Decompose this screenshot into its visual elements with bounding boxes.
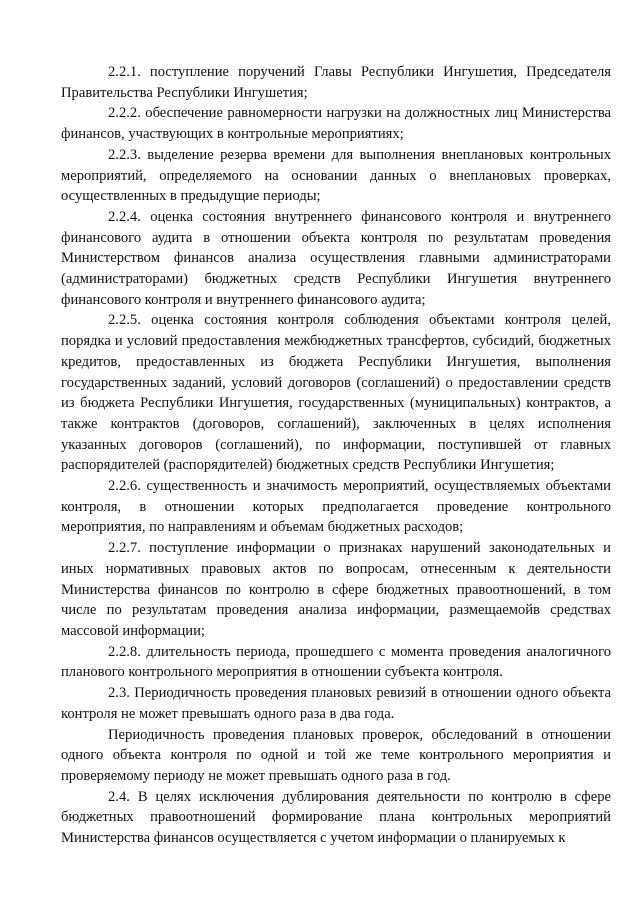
paragraph-2-2-5: 2.2.5. оценка состояния контроля соблюдения объектами контроля целей, порядка и условий предоставления межбюджетных трансфертов, субсидий, бюджетных кредитов, предоставленных из бюджета Республики Ингушетия, выполнения государственных заданий, условий договоров (соглашений) о предоставлении средств из бюджета Республики Ингушетия, государственных (муниципальных) контрактов, а также контрактов (договоров, соглашений), заключенных в целях исполнения указанных договоров (соглашений), по информации, поступившей от главных распорядителей (распорядителей) бюджетных средств Республики Ингушетия; — [61, 312, 611, 474]
paragraph-2-2-3: 2.2.3. выделение резерва времени для выполнения внеплановых контрольных мероприятий, определяемого на основании данных о внеплановых проверках, осуществленных в предыдущие периоды; — [61, 146, 611, 205]
paragraph-2-2-8: 2.2.8. длительность периода, прошедшего с момента проведения аналогичного планового контрольного мероприятия в отношении субъекта контроля. — [61, 643, 611, 681]
paragraph-2-4: 2.4. В целях исключения дублирования деятельности по контролю в сфере бюджетных правоотношений формирование плана контрольных мероприятий Министерства финансов осуществляется с учетом информации о планируемых к — [61, 788, 611, 847]
document-page — [61, 62, 611, 849]
paragraph-periodicity: Периодичность проведения плановых проверок, обследований в отношении одного объекта контроля по одной и той же теме контрольного мероприятия и проверяемому периоду не может превышать одного раза в год. — [61, 726, 611, 784]
paragraph-2-2-7: 2.2.7. поступление информации о признаках нарушений законодательных и иных нормативных правовых актов по вопросам, отнесенным к деятельности Министерства финансов по контролю в сфере бюджетных правоотношений, в том числе по результатам проведения анализа информации, размещаемойв средствах массовой информации; — [61, 540, 611, 639]
paragraph-2-2-1: 2.2.1. поступление поручений Главы Республики Ингушетия, Председателя Правительства Республики Ингушетия; — [61, 64, 611, 101]
paragraph-2-2-6: 2.2.6. существенность и значимость мероприятий, осуществляемых объектами контроля, в отношении которых предполагается проведение контрольного мероприятия, по направлениям и объемам бюджетных расходов; — [61, 478, 611, 536]
paragraph-2-3: 2.3. Периодичность проведения плановых ревизий в отношении одного объекта контроля не может превышать одного раза в два года. — [61, 685, 611, 722]
paragraph-2-2-4: 2.2.4. оценка состояния внутреннего финансового контроля и внутреннего финансового аудита в отношении объекта контроля по результатам проведения Министерством финансов анализа осуществления главными администраторами (администраторами) бюджетных средств Республики Ингушетия внутреннего финансового контроля и внутреннего финансового аудита; — [61, 208, 611, 308]
paragraph-2-2-2: 2.2.2. обеспечение равномерности нагрузки на должностных лиц Министерства финансов, участвующих в контрольные мероприятиях; — [61, 105, 611, 143]
